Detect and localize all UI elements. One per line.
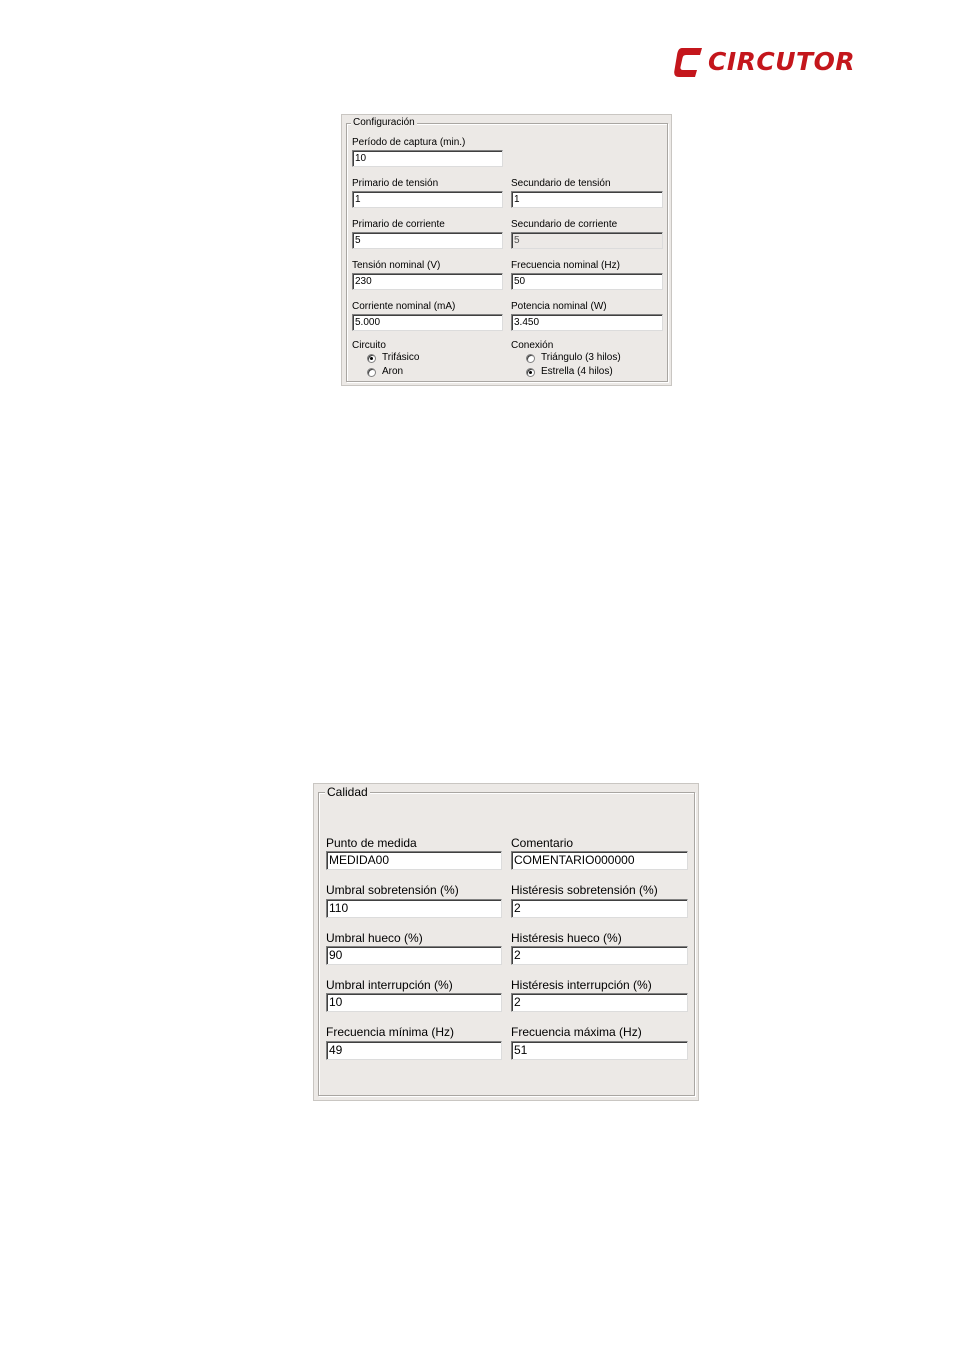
frecuencia-minima-input[interactable]: 49: [326, 1041, 502, 1060]
primario-corriente-label: Primario de corriente: [352, 219, 445, 230]
histeresis-interrupcion-input[interactable]: 2: [511, 993, 688, 1012]
radio-triangulo[interactable]: [526, 352, 621, 364]
radio-triangulo-label: Triángulo (3 hilos): [541, 352, 621, 363]
frecuencia-minima-label: Frecuencia mínima (Hz): [326, 1025, 455, 1039]
potencia-nominal-label: Potencia nominal (W): [511, 301, 607, 312]
configuracion-panel: [341, 114, 672, 386]
radio-trifasico-label: Trifásico: [382, 352, 420, 363]
secundario-tension-input[interactable]: 1: [511, 191, 663, 208]
comentario-label: Comentario: [511, 836, 574, 850]
histeresis-sobretension-label: Histéresis sobretensión (%): [511, 883, 658, 897]
radio-aron-dot[interactable]: [367, 368, 376, 377]
calidad-panel: [313, 783, 699, 1101]
umbral-sobretension-input[interactable]: 110: [326, 899, 502, 918]
punto-medida-input[interactable]: MEDIDA00: [326, 851, 502, 870]
configuracion-legend: Configuración: [353, 117, 415, 128]
frecuencia-maxima-input[interactable]: 51: [511, 1041, 688, 1060]
periodo-captura-label: Período de captura (min.): [352, 137, 466, 148]
radio-aron-label: Aron: [382, 366, 404, 377]
umbral-interrupcion-label: Umbral interrupción (%): [326, 978, 453, 992]
secundario-tension-label: Secundario de tensión: [511, 178, 611, 189]
circuito-label: Circuito: [352, 340, 386, 351]
tension-nominal-label: Tensión nominal (V): [352, 260, 441, 271]
calidad-legend: Calidad: [327, 785, 368, 799]
umbral-hueco-input[interactable]: 90: [326, 946, 502, 965]
corriente-nominal-label: Corriente nominal (mA): [352, 301, 456, 312]
histeresis-sobretension-input[interactable]: 2: [511, 899, 688, 918]
umbral-sobretension-label: Umbral sobretensión (%): [326, 883, 459, 897]
radio-triangulo-dot[interactable]: [526, 354, 535, 363]
secundario-corriente-input: 5: [511, 232, 663, 249]
tension-nominal-input[interactable]: 230: [352, 273, 503, 290]
primario-corriente-input[interactable]: 5: [352, 232, 503, 249]
punto-medida-label: Punto de medida: [326, 836, 417, 850]
comentario-input[interactable]: COMENTARIO000000: [511, 851, 688, 870]
radio-estrella-label: Estrella (4 hilos): [541, 366, 613, 377]
radio-estrella-dot[interactable]: [526, 368, 535, 377]
umbral-interrupcion-input[interactable]: 10: [326, 993, 502, 1012]
circutor-logo: [674, 44, 855, 80]
circutor-logo-text: CIRCUTOR: [708, 47, 856, 76]
potencia-nominal-input[interactable]: 3.450: [511, 314, 663, 331]
radio-estrella[interactable]: [526, 366, 613, 378]
radio-aron[interactable]: [367, 366, 403, 378]
radio-trifasico-dot[interactable]: [367, 354, 376, 363]
secundario-corriente-label: Secundario de corriente: [511, 219, 618, 230]
histeresis-hueco-input[interactable]: 2: [511, 946, 688, 965]
circutor-logo-icon: [674, 46, 704, 78]
frecuencia-nominal-input[interactable]: 50: [511, 273, 663, 290]
periodo-captura-input[interactable]: 10: [352, 150, 503, 167]
umbral-hueco-label: Umbral hueco (%): [326, 931, 423, 945]
frecuencia-maxima-label: Frecuencia máxima (Hz): [511, 1025, 642, 1039]
frecuencia-nominal-label: Frecuencia nominal (Hz): [511, 260, 620, 271]
conexion-label: Conexión: [511, 340, 554, 351]
primario-tension-input[interactable]: 1: [352, 191, 503, 208]
histeresis-hueco-label: Histéresis hueco (%): [511, 931, 622, 945]
primario-tension-label: Primario de tensión: [352, 178, 439, 189]
radio-trifasico[interactable]: [367, 352, 419, 364]
histeresis-interrupcion-label: Histéresis interrupción (%): [511, 978, 652, 992]
corriente-nominal-input[interactable]: 5.000: [352, 314, 503, 331]
